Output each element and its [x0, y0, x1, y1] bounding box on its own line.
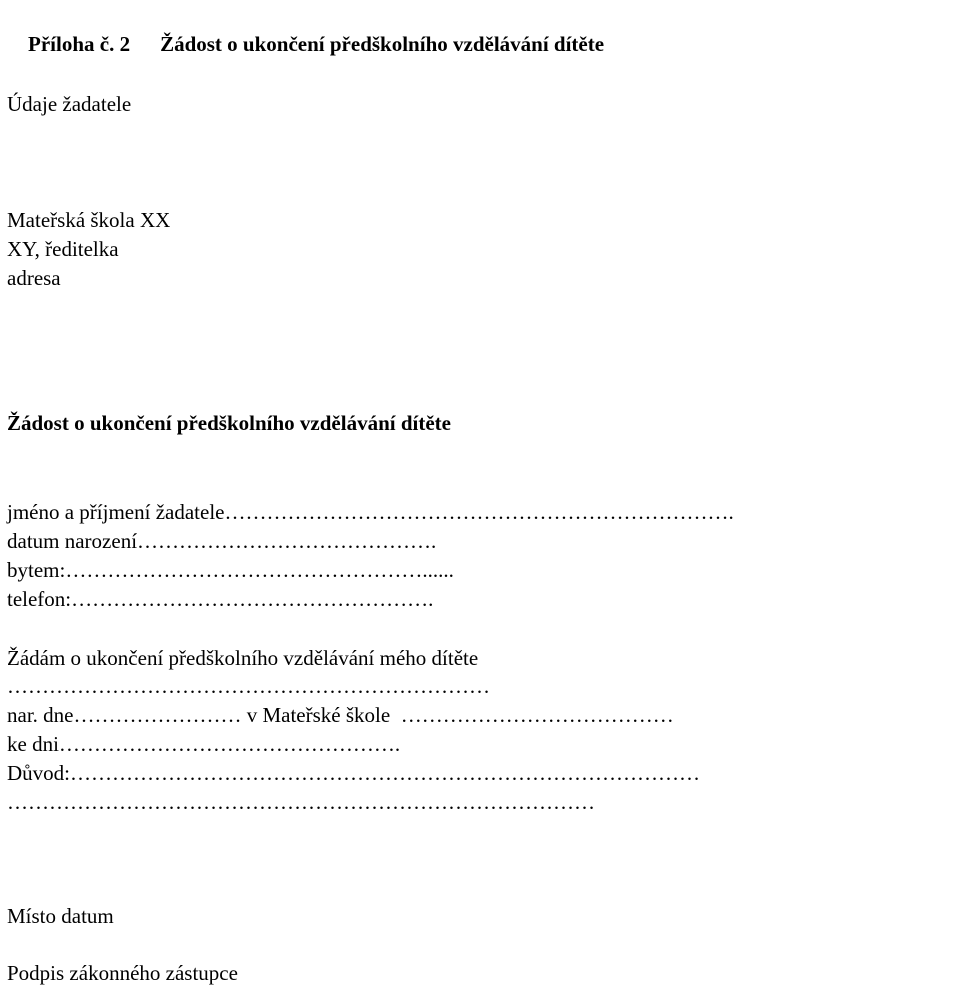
applicant-section-label: Údaje žadatele: [7, 92, 132, 116]
field-applicant-name: jméno a příjmení žadatele……………………………………………………………….: [7, 500, 734, 524]
field-end-date: ke dni………………………………………….: [7, 732, 401, 756]
signature-label: Podpis zákonného zástupce: [7, 961, 238, 985]
field-child-name: ……………………………………………………………: [7, 674, 490, 698]
field-reason-continued: …………………………………………………………………………: [7, 790, 595, 814]
field-birth-date: datum narození…………………………………….: [7, 529, 437, 553]
document-header: [7, 5, 604, 83]
field-born-on-school: nar. dne…………………… v Mateřské škole …………………………………: [7, 703, 674, 727]
field-phone: telefon:…………………………………………….: [7, 587, 434, 611]
request-sentence: Žádám o ukončení předškolního vzdělávání mého dítěte: [7, 646, 479, 670]
field-reason: Důvod:………………………………………………………………………………: [7, 761, 700, 785]
header-title: Žádost o ukončení předškolního vzdělávání dítěte: [160, 32, 605, 56]
request-title: Žádost o ukončení předškolního vzdělávání dítěte: [7, 411, 451, 435]
place-date-label: Místo datum: [7, 904, 114, 928]
field-residence: bytem:……………………………………………......: [7, 558, 454, 582]
recipient-school: Mateřská škola XX: [7, 208, 171, 232]
recipient-name: XY, ředitelka: [7, 237, 119, 261]
recipient-address: adresa: [7, 266, 61, 290]
annex-label: Příloha č. 2: [28, 32, 131, 56]
